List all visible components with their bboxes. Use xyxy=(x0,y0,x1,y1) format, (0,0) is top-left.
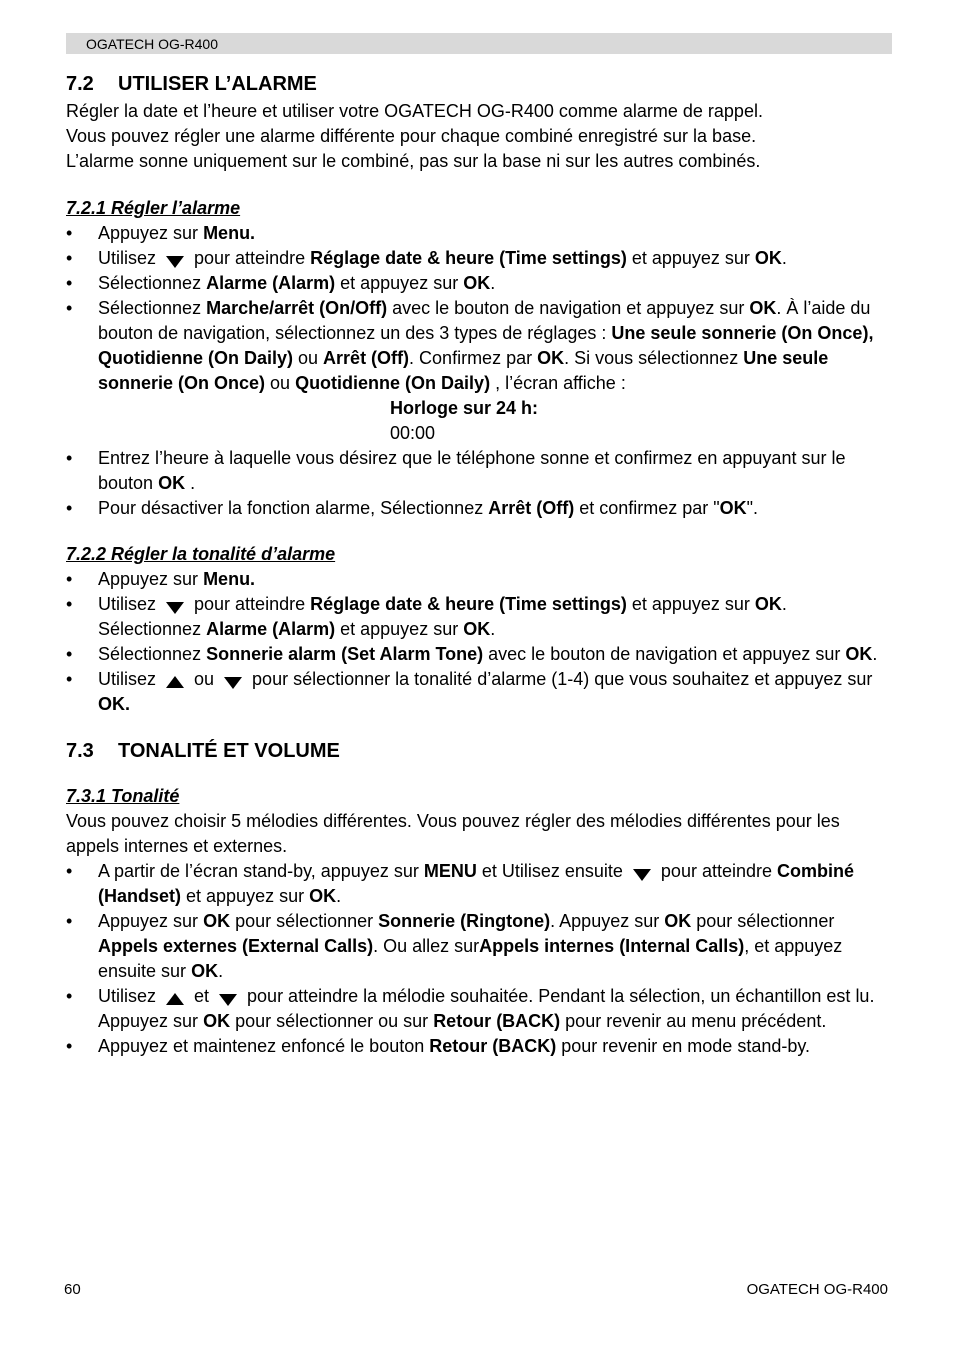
section-7-2-2-heading: 7.2.2 Régler la tonalité d’alarme xyxy=(66,544,336,564)
bullet: • xyxy=(66,223,73,243)
page-number: 60 xyxy=(64,1281,81,1298)
section-7-2-heading: 7.2 UTILISER L’ALARME xyxy=(66,73,317,95)
header-title: OGATECH OG-R400 xyxy=(86,36,218,52)
list-item: • A partir de l’écran stand-by, appuyez sur MENU et Utilisez ensuite pour atteindre Combiné (Handset) et appuyez sur OK. xyxy=(66,861,855,906)
arrow-down-icon xyxy=(633,869,651,881)
arrow-down-icon xyxy=(224,677,242,689)
list-item: • Entrez l’heure à laquelle vous désirez que le téléphone sonne et confirmez en appuyant sur le bouton OK . xyxy=(66,448,846,493)
bullet: • xyxy=(66,569,73,589)
arrow-down-icon xyxy=(166,256,184,268)
list-item: • Utilisez pour atteindre Réglage date & heure (Time settings) et appuyez sur OK. xyxy=(66,246,892,271)
clock-label: Horloge sur 24 h: xyxy=(390,398,539,418)
bullet: • xyxy=(66,669,73,689)
bullet: • xyxy=(66,911,73,931)
bullet: • xyxy=(66,298,73,318)
arrow-down-icon xyxy=(166,602,184,614)
section-7-3-heading: 7.3 TONALITÉ ET VOLUME xyxy=(66,740,340,762)
section-7-3-1-intro: Vous pouvez choisir 5 mélodies différentes. Vous pouvez régler des mélodies différentes pour les appels internes et externes. xyxy=(66,811,840,856)
list-item: • Utilisez et pour atteindre la mélodie souhaitée. Pendant la sélection, un échantillon est lu. Appuyez sur OK pour sélectionner ou sur Retour (BACK) pour revenir au menu précédent. xyxy=(66,986,875,1031)
section-7-2-1-list-continued xyxy=(66,446,892,521)
arrow-up-icon xyxy=(166,676,184,688)
list-item: • Sélectionnez Alarme (Alarm) et appuyez sur OK. xyxy=(66,271,892,296)
list-item: • Appuyez sur Menu. xyxy=(66,567,892,592)
section-7-2-intro: Régler la date et l’heure et utiliser votre OGATECH OG-R400 comme alarme de rappel. Vous pouvez régler une alarme différente pour chaque combiné enregistré sur la base. L’alarme sonne uniquement sur le combiné, pas sur la base ni sur les autres combinés. xyxy=(66,101,763,171)
list-item: • Appuyez et maintenez enfoncé le bouton Retour (BACK) pour revenir en mode stand-by. xyxy=(66,1034,892,1059)
page-content xyxy=(66,68,892,1059)
list-item: • Utilisez pour atteindre Réglage date & heure (Time settings) et appuyez sur OK. Sélectionnez Alarme (Alarm) et appuyez sur OK. xyxy=(66,594,787,639)
clock-value: 00:00 xyxy=(390,423,436,443)
bullet: • xyxy=(66,448,73,468)
header-bar xyxy=(66,33,892,54)
footer-title: OGATECH OG-R400 xyxy=(746,1281,888,1298)
list-item: • Appuyez sur Menu. xyxy=(66,221,892,246)
section-7-2-1-list xyxy=(66,221,892,396)
bullet: • xyxy=(66,594,73,614)
list-item: • Pour désactiver la fonction alarme, Sélectionnez Arrêt (Off) et confirmez par "OK". xyxy=(66,496,892,521)
list-item: • Utilisez ou pour sélectionner la tonalité d’alarme (1-4) que vous souhaitez et appuyez sur OK. xyxy=(66,669,873,714)
bullet: • xyxy=(66,273,73,293)
arrow-up-icon xyxy=(166,993,184,1005)
list-item: • Appuyez sur OK pour sélectionner Sonnerie (Ringtone). Appuyez sur OK pour sélectionner Appels externes (External Calls). Ou allez surAppels internes (Internal Calls), et appuyez ensuite sur OK. xyxy=(66,911,843,981)
bullet: • xyxy=(66,1036,73,1056)
section-7-3-1-list xyxy=(66,859,892,1059)
list-item: • Sélectionnez Marche/arrêt (On/Off) avec le bouton de navigation et appuyez sur OK. À l’aide du bouton de navigation, sélectionnez un des 3 types de réglages : Une seule sonnerie (On Once), Quotidienne (On Daily) ou Arrêt (Off). Confirmez par OK. Si vous sélectionnez Une seule sonnerie (On Once) ou Quotidienne (On Daily) , l’écran affiche : xyxy=(66,298,874,393)
list-item: • Sélectionnez Sonnerie alarm (Set Alarm Tone) avec le bouton de navigation et appuyez sur OK. xyxy=(66,642,892,667)
clock-display xyxy=(66,396,892,446)
section-7-2-1-heading: 7.2.1 Régler l’alarme xyxy=(66,198,241,218)
bullet: • xyxy=(66,248,73,268)
bullet: • xyxy=(66,861,73,881)
section-7-3-1-heading: 7.3.1 Tonalité xyxy=(66,786,180,806)
bullet: • xyxy=(66,644,73,664)
arrow-down-icon xyxy=(219,994,237,1006)
bullet: • xyxy=(66,498,73,518)
section-7-2-2-list xyxy=(66,567,892,717)
bullet: • xyxy=(66,986,73,1006)
